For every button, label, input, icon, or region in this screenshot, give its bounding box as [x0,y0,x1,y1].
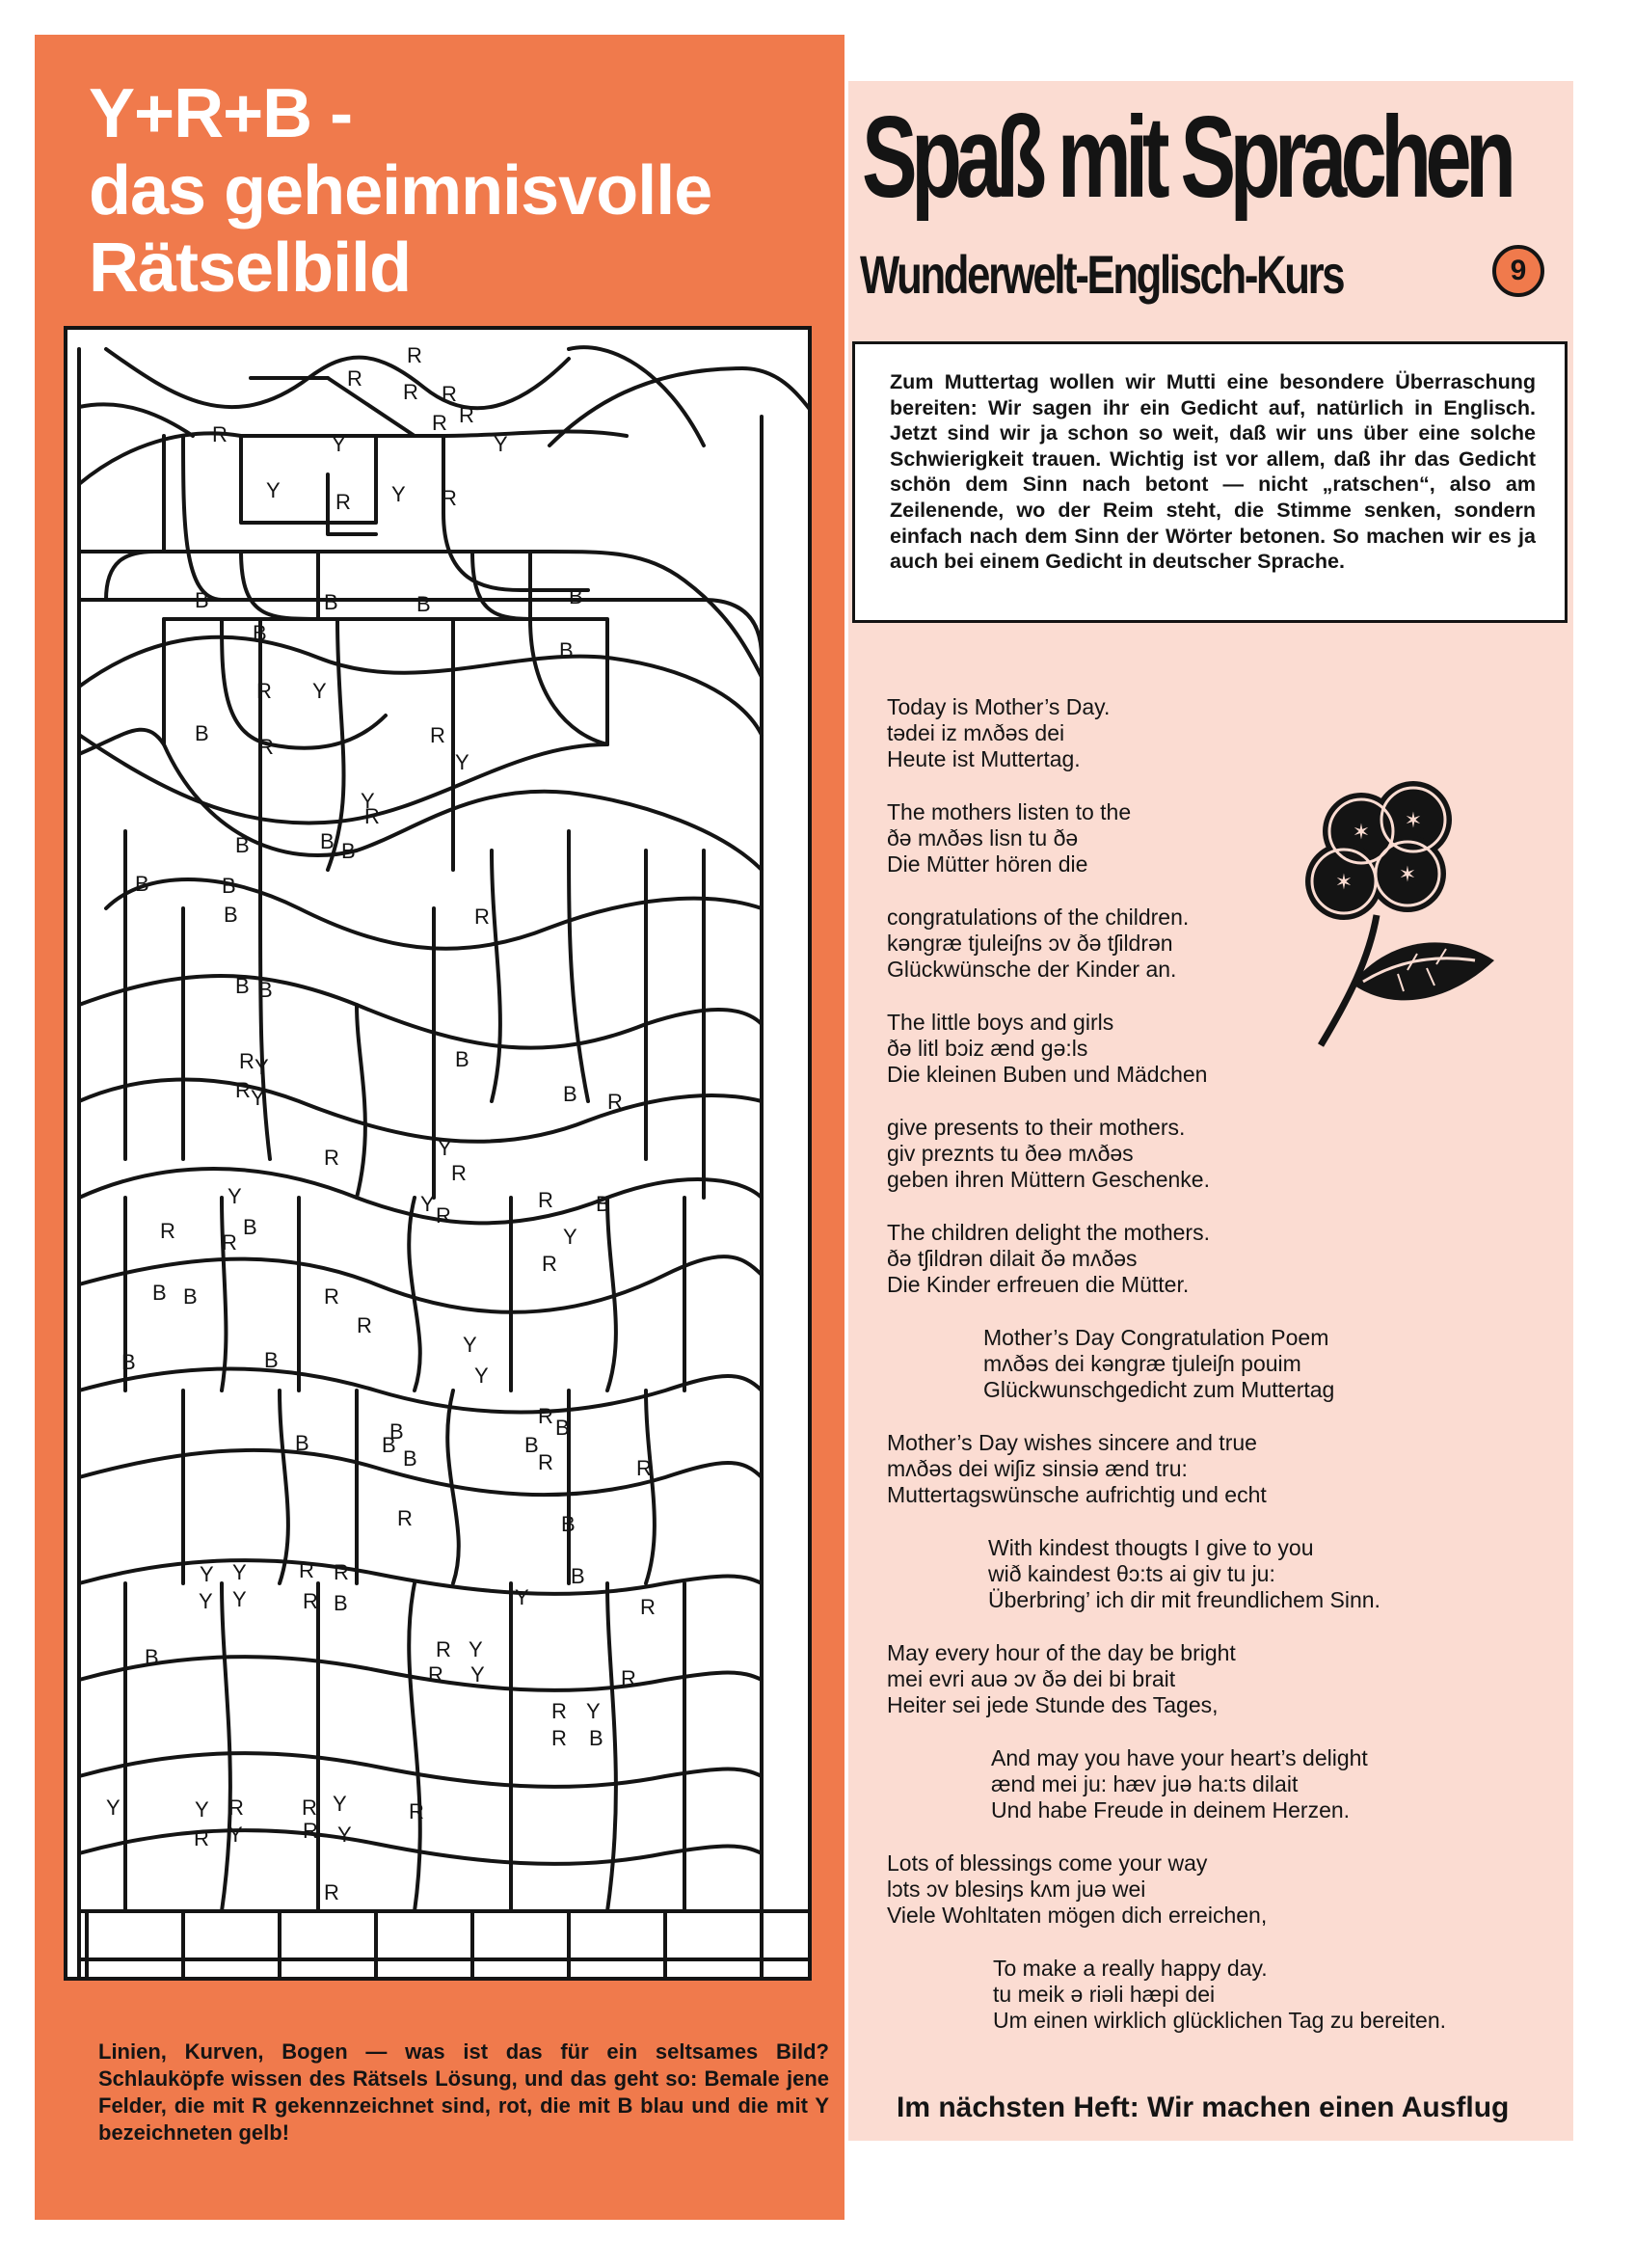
puzzle-letter-b: B [243,1215,257,1239]
puzzle-letter-y: Y [232,1587,247,1611]
puzzle-letter-b: B [183,1284,198,1309]
puzzle-letter-y: Y [232,1560,247,1584]
puzzle-letter-y: Y [420,1192,435,1216]
puzzle-letter-b: B [258,978,273,1002]
puzzle-letter-b: B [382,1433,396,1457]
puzzle-title-line: Y+R+B - [89,75,353,152]
stanza-german: Um einen wirklich glücklichen Tag zu bereiten. [993,2008,1447,2033]
puzzle-letter-b: B [195,721,209,745]
puzzle-letter-b: B [589,1726,603,1750]
puzzle-letter-b: B [224,903,238,927]
stanza-phonetic: lɔts ɔv blesiŋs kʌm juə wei [887,1876,1146,1902]
puzzle-letter-y: Y [470,1662,485,1687]
stanza-phonetic: ðə mʌðəs lisn tu ðə [887,825,1079,850]
puzzle-letter-r: R [324,1146,339,1170]
puzzle-letter-y: Y [337,1822,352,1847]
stanza-phonetic: ænd mei ju: hæv juə ha:ts dilait [991,1771,1299,1796]
puzzle-letter-b: B [563,1082,577,1106]
stanza-german: Die Mütter hören die [887,851,1088,877]
puzzle-letter-y: Y [332,432,346,456]
puzzle-letter-r: R [324,1284,339,1309]
puzzle-letter-y: Y [228,1822,243,1847]
puzzle-letter-r: R [436,1637,451,1661]
stanza-german: Viele Wohltaten mögen dich erreichen, [887,1903,1268,1928]
stanza-english: The little boys and girls [887,1010,1114,1035]
puzzle-letter-r: R [403,380,418,404]
puzzle-letter-r: R [538,1404,553,1428]
stanza-german: geben ihren Müttern Geschenke. [887,1167,1210,1192]
svg-text:✶: ✶ [1352,821,1371,845]
stanza-english: With kindest thougts I give to you [988,1535,1314,1560]
puzzle-letter-b: B [264,1348,279,1372]
puzzle-letter-r: R [299,1558,314,1582]
puzzle-letter-r: R [442,486,457,510]
puzzle-letter-r: R [542,1252,557,1276]
puzzle-letter-r: R [256,679,272,703]
svg-text:✶: ✶ [1404,809,1423,833]
puzzle-letter-b: B [145,1645,159,1669]
puzzle-letter-r: R [607,1090,623,1114]
puzzle-letter-r: R [442,382,457,406]
puzzle-letter-b: B [416,592,431,616]
stanza-phonetic: wið kaindest θɔ:ts ai giv tu ju: [988,1561,1275,1586]
puzzle-letter-r: R [436,1203,451,1228]
stanza-english: To make a really happy day. [993,1956,1268,1981]
puzzle-letter-r: R [239,1049,255,1073]
stanza-english: Lots of blessings come your way [887,1850,1208,1876]
puzzle-line-drawing [67,330,812,1981]
puzzle-letter-r: R [235,1078,251,1102]
puzzle-letter-y: Y [228,1184,242,1208]
section-title: Spaß mit Sprachen [862,93,1511,222]
stanza-german: Überbring’ ich dir mit freundlichem Sinn. [988,1587,1380,1612]
puzzle-letter-y: Y [474,1364,489,1388]
puzzle-letter-r: R [407,343,422,367]
puzzle-letter-b: B [253,621,267,645]
puzzle-letter-r: R [357,1313,372,1337]
stanza-phonetic: tu meik ə riəli hæpi dei [993,1982,1216,2007]
poem-stanza [887,1220,1210,1298]
stanza-german: Glückwünsche der Kinder an. [887,957,1177,982]
stanza-english: The mothers listen to the [887,799,1132,824]
stanza-phonetic: kəngræ tjuleiʃns ɔv ðə tʃildrən [887,931,1173,956]
puzzle-letter-r: R [228,1796,244,1820]
stanza-english: Mother’s Day wishes sincere and true [887,1430,1257,1455]
stanza-german: Die Kinder erfreuen die Mütter. [887,1272,1190,1297]
puzzle-letter-y: Y [515,1585,529,1609]
stanza-english: Mother’s Day Congratulation Poem [983,1325,1329,1350]
puzzle-letter-b: B [559,638,574,662]
puzzle-letter-b: B [320,829,335,853]
puzzle-letter-y: Y [255,1055,269,1079]
puzzle-letter-r: R [428,1662,443,1687]
puzzle-letter-b: B [596,1192,610,1216]
puzzle-letter-r: R [303,1819,318,1843]
stanza-german: Glückwunschgedicht zum Muttertag [983,1377,1335,1402]
stanza-english: congratulations of the children. [887,904,1190,930]
course-title: Wunderwelt-Englisch-Kurs [860,243,1344,305]
poem-stanza [887,1430,1267,1508]
puzzle-letter-r: R [347,366,362,391]
stanza-phonetic: ðə tʃildrən dilait ðə mʌðəs [887,1246,1138,1271]
intro-text: Zum Muttertag wollen wir Mutti eine besondere Überraschung bereiten: Wir sagen ihr ein Gedicht auf, natürlich in Englisch. Jetzt sind wir ja schon so weit, daß wir uns über eine solche Schwierigkeit trauen. Wichtig ist vor allem, daß ihr das Gedicht schön dem Sinn nach betont — nicht „ratschen“, also am Zeilenende, wo der Reim steht, die Stimme senken, sondern einfach nach dem Sinn der Wörter betonen. So machen wir es ja auch bei einem Gedicht in deutscher Sprache. [890,370,1536,574]
puzzle-letter-b: B [341,839,356,863]
puzzle-letter-y: Y [199,1589,213,1613]
puzzle-letter-y: Y [463,1333,477,1357]
puzzle-letter-b: B [403,1446,417,1471]
poem-stanza [887,904,1189,983]
poem-stanza [887,799,1131,878]
puzzle-letter-r: R [335,490,351,514]
stanza-english: And may you have your heart’s delight [991,1745,1368,1770]
puzzle-letter-r: R [432,411,447,435]
puzzle-letter-r: R [302,1796,317,1820]
puzzle-panel [35,35,844,2220]
poem-stanza [993,1956,1446,2034]
puzzle-letter-y: Y [361,789,375,813]
puzzle-title-line: Rätselbild [89,230,412,307]
puzzle-letter-y: Y [455,750,469,774]
puzzle-letter-r: R [538,1188,553,1212]
puzzle-letter-r: R [409,1799,424,1823]
stanza-phonetic: giv preznts tu ðeə mʌðəs [887,1141,1134,1166]
puzzle-letter-b: B [121,1350,136,1374]
puzzle-letter-b: B [235,833,250,857]
puzzle-letter-b: B [389,1419,404,1444]
puzzle-letter-y: Y [438,1136,452,1160]
puzzle-letter-b: B [295,1431,309,1455]
puzzle-letter-y: Y [251,1086,265,1110]
puzzle-letter-y: Y [563,1225,577,1249]
puzzle-letter-b: B [561,1512,576,1536]
stanza-phonetic: mʌðəs dei kəngræ tjuleiʃn pouim [983,1351,1301,1376]
puzzle-title-line: das geheimnisvolle [89,152,712,230]
puzzle-letter-r: R [397,1506,413,1530]
puzzle-picture [64,326,812,1981]
puzzle-letter-r: R [212,422,228,446]
puzzle-letter-r: R [258,735,274,759]
flower-illustration [1301,756,1514,1084]
puzzle-letter-r: R [459,403,474,427]
puzzle-letter-b: B [135,872,149,896]
puzzle-letter-r: R [303,1589,318,1613]
puzzle-letter-y: Y [266,478,281,502]
stanza-phonetic: mʌðəs dei wiʃiz sinsiə ænd tru: [887,1456,1188,1481]
lesson-number-badge: 9 [1492,245,1544,297]
poem-stanza [887,1010,1207,1088]
svg-text:✶: ✶ [1398,863,1417,887]
puzzle-letter-y: Y [391,482,406,506]
stanza-german: Heute ist Muttertag. [887,746,1081,771]
puzzle-letter-b: B [571,1564,585,1588]
puzzle-letter-r: R [640,1595,656,1619]
puzzle-letter-b: B [455,1047,469,1071]
puzzle-title [89,75,711,307]
puzzle-letter-r: R [194,1826,209,1850]
stanza-german: Muttertagswünsche aufrichtig und echt [887,1482,1267,1507]
stanza-german: Die kleinen Buben und Mädchen [887,1062,1208,1087]
puzzle-letter-r: R [451,1161,467,1185]
puzzle-instructions: Linien, Kurven, Bogen — was ist das für ein seltsames Bild? Schlauköpfe wissen des Rätsels Lösung, und das geht so: Bemale jene Felder, die mit R gekennzeichnet sind, rot, die mit B blau und die mit Y bezeichneten gelb! [98,2039,829,2145]
puzzle-letter-r: R [430,723,445,747]
stanza-german: Heiter sei jede Stunde des Tages, [887,1692,1219,1717]
poem-stanza [988,1535,1380,1613]
puzzle-letter-y: Y [333,1792,347,1816]
stanza-phonetic: tədei iz mʌðəs dei [887,720,1065,745]
stanza-german: Und habe Freude in deinem Herzen. [991,1797,1351,1822]
puzzle-letter-r: R [160,1219,175,1243]
puzzle-letter-r: R [551,1726,567,1750]
puzzle-letter-y: Y [469,1637,483,1661]
puzzle-letter-b: B [152,1281,167,1305]
language-course-panel [848,81,1573,2141]
poem-stanza [983,1325,1334,1403]
puzzle-letter-r: R [324,1880,339,1904]
puzzle-letter-b: B [334,1591,348,1615]
puzzle-letter-b: B [569,584,583,608]
poem-stanza [887,1640,1236,1718]
puzzle-letter-b: B [222,874,236,898]
puzzle-letter-b: B [524,1433,539,1457]
poem-stanza [887,694,1110,772]
stanza-english: The children delight the mothers. [887,1220,1210,1245]
puzzle-letter-y: Y [586,1699,601,1723]
puzzle-letter-y: Y [312,679,327,703]
stanza-english: give presents to their mothers. [887,1115,1186,1140]
next-issue-teaser: Im nächsten Heft: Wir machen einen Ausflug [897,2092,1510,2123]
puzzle-letter-r: R [364,804,380,828]
stanza-english: Today is Mother’s Day. [887,694,1111,719]
poem-stanza [887,1115,1210,1193]
puzzle-letter-b: B [195,588,209,612]
puzzle-letter-r: R [636,1456,652,1480]
puzzle-letter-b: B [324,590,338,614]
stanza-english: May every hour of the day be bright [887,1640,1236,1665]
puzzle-letter-r: R [222,1230,237,1255]
puzzle-letter-b: B [555,1416,570,1440]
puzzle-letter-y: Y [195,1797,209,1822]
stanza-phonetic: mei evri auə ɔv ðə dei bi brait [887,1666,1176,1691]
puzzle-letter-r: R [551,1699,567,1723]
puzzle-letter-y: Y [494,432,508,456]
puzzle-letter-y: Y [106,1796,121,1820]
puzzle-letter-r: R [538,1450,553,1474]
poem-stanza [887,1850,1267,1929]
puzzle-letter-y: Y [200,1562,214,1586]
poem [848,81,1573,2141]
stanza-phonetic: ðə litl bɔiz ænd gə:ls [887,1036,1088,1061]
puzzle-letter-r: R [474,904,490,929]
puzzle-letter-b: B [235,974,250,998]
poem-stanza [991,1745,1368,1823]
svg-text:✶: ✶ [1334,871,1354,895]
puzzle-letter-r: R [621,1666,636,1690]
puzzle-letter-r: R [334,1560,349,1584]
